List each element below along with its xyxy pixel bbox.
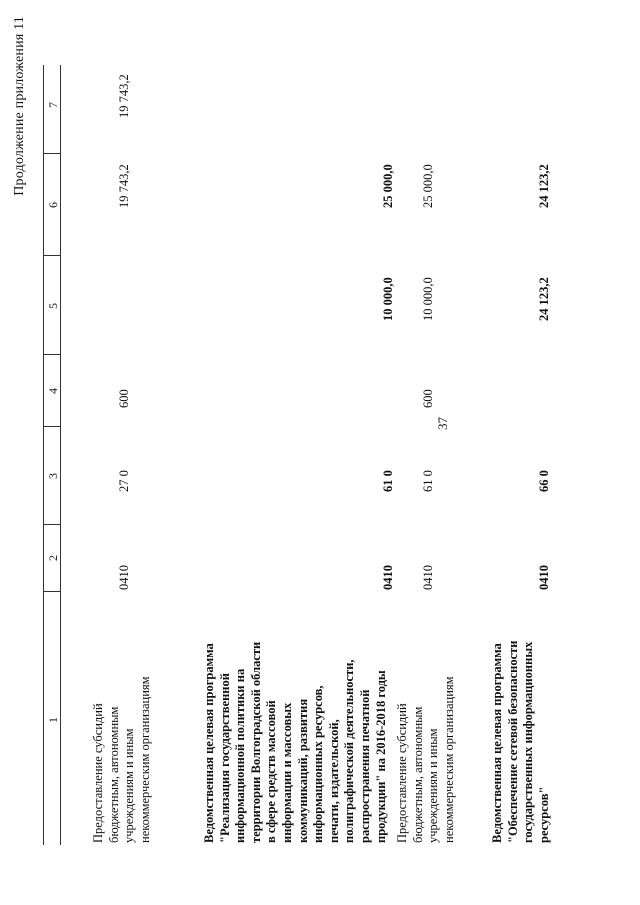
row1-name: Предоставление субсидий бюджетным, автономным учреждениям и иным некоммерческим организациям [91,676,152,843]
row3-col5: 10 000,0 [421,277,435,321]
row4-col2: 0410 [537,565,551,590]
row1-col2: 0410 [117,565,131,590]
row4-col5: 24 123,2 [537,277,551,321]
row3-col2: 0410 [421,565,435,590]
col-divider-3 [43,426,60,427]
row1-col3: 27 0 [117,470,131,492]
row2-col3: 61 0 [381,470,395,492]
row2-name: Ведомственная целевая программа "Реализация государственной информационной политики на территории Волгоградской области в сфере средств массовой информации и массовых коммуникаций, развития информационных ресурсов, печати, издательской, полиграфической деятельности, распространения печатной продукции" на 2016-2018 годы [202,641,388,843]
row4-name: Ведомственная целевая программа "Обеспечение сетевой безопасности государственных информационных ресурсов" [490,640,551,843]
appendix-caption: Продолжение приложения 11 [12,16,27,196]
row3-col4: 600 [421,389,435,408]
row3-col6: 25 000,0 [421,164,435,208]
row1-col7: 19 743,2 [117,74,131,118]
header-col-5: 5 [46,303,60,309]
col-divider-1 [43,591,60,592]
col-divider-6 [43,153,60,154]
row4-col6: 24 123,2 [537,164,551,208]
header-col-7: 7 [46,102,60,108]
row2-col5: 10 000,0 [381,277,395,321]
row4-col3: 66 0 [537,470,551,492]
header-col-4: 4 [46,388,60,394]
header-col-3: 3 [46,473,60,479]
col-divider-4 [43,354,60,355]
row3-col3: 61 0 [421,470,435,492]
page-number: 37 [435,417,450,430]
header-col-6: 6 [46,202,60,208]
header-col-2: 2 [46,555,60,561]
row3-name: Предоставление субсидий бюджетным, автономным учреждениям и иным некоммерческим организациям [395,676,456,843]
row1-col6: 19 743,2 [117,164,131,208]
header-col-1: 1 [46,717,60,723]
col-divider-5 [43,255,60,256]
row2-col2: 0410 [381,565,395,590]
row2-col6: 25 000,0 [381,164,395,208]
col-divider-2 [43,524,60,525]
table-top-line [43,65,44,845]
row1-col4: 600 [117,389,131,408]
